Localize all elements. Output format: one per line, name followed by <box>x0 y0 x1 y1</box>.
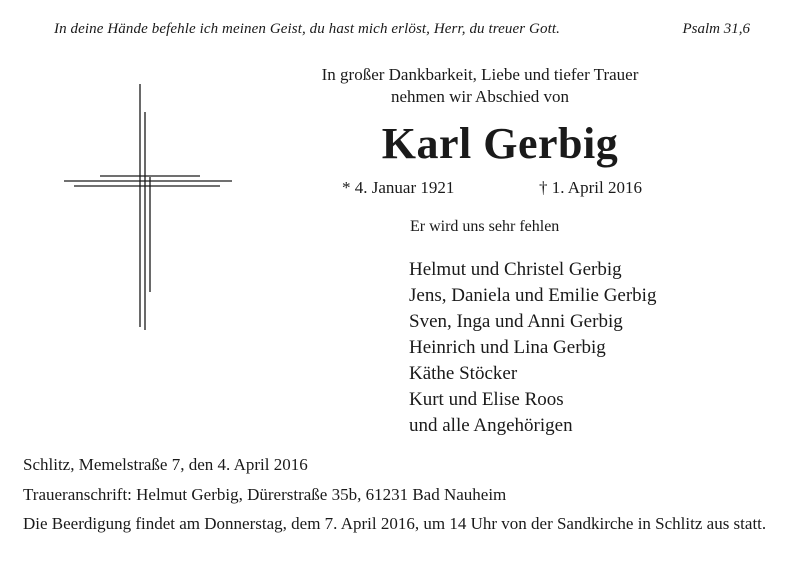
funeral-info: Die Beerdigung findet am Donnerstag, dem 7. April 2016, um 14 Uhr von der Sandkirche in Schlitz aus statt. <box>23 514 767 533</box>
birth-date: * 4. Januar 1921 <box>342 178 455 197</box>
list-item: Käthe Stöcker <box>409 363 518 384</box>
mourners-list <box>409 257 656 439</box>
place-and-date: Schlitz, Memelstraße 7, den 4. April 2016 <box>23 455 308 474</box>
deceased-name: Karl Gerbig <box>381 119 619 168</box>
death-date: † 1. April 2016 <box>539 178 642 197</box>
list-item: Heinrich und Lina Gerbig <box>409 337 606 358</box>
verse-reference: Psalm 31,6 <box>682 21 750 37</box>
list-item: Kurt und Elise Roos <box>409 389 564 410</box>
intro-line-2: nehmen wir Abschied von <box>391 87 569 106</box>
cross-icon <box>60 82 240 332</box>
list-item: Sven, Inga und Anni Gerbig <box>409 311 623 332</box>
list-item: Helmut und Christel Gerbig <box>409 259 622 280</box>
mourners-heading: Er wird uns sehr fehlen <box>410 218 560 235</box>
intro-line-1: In großer Dankbarkeit, Liebe und tiefer Trauer <box>321 65 639 84</box>
list-item: und alle Angehörigen <box>409 415 573 436</box>
intro-text <box>300 64 660 108</box>
list-item: Jens, Daniela und Emilie Gerbig <box>409 285 657 306</box>
mourning-address: Traueranschrift: Helmut Gerbig, Dürerstraße 35b, 61231 Bad Nauheim <box>23 485 507 504</box>
bible-verse: In deine Hände befehle ich meinen Geist, du hast mich erlöst, Herr, du treuer Gott. <box>54 21 560 37</box>
